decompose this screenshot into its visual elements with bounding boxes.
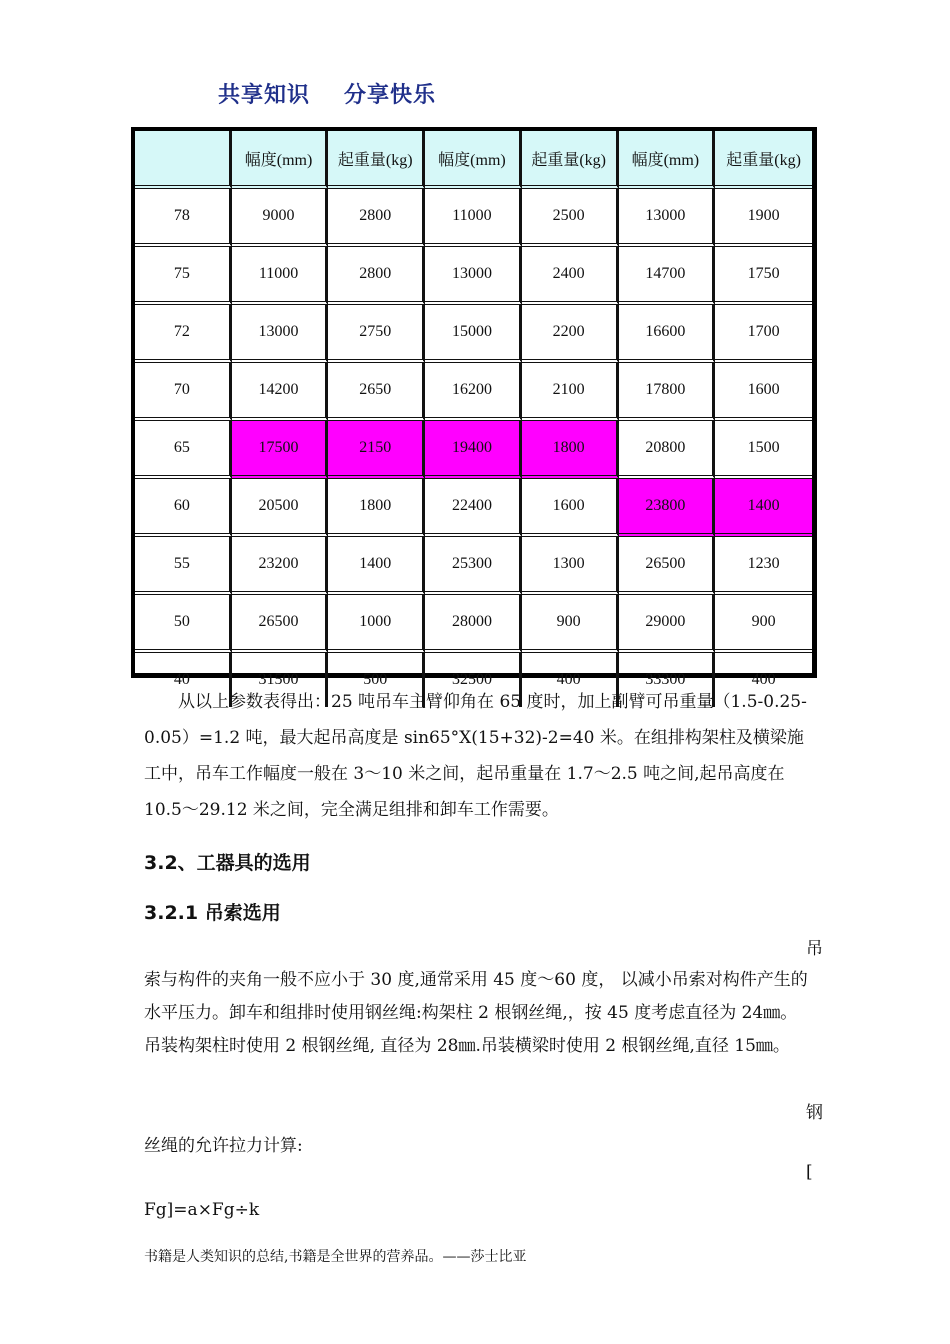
value-cell: 19400 — [425, 421, 522, 479]
value-cell: 2100 — [522, 363, 619, 421]
wrapped-char: 吊 — [806, 939, 823, 959]
header-cell: 幅度(mm) — [619, 131, 716, 189]
value-cell: 13000 — [619, 189, 716, 247]
value-cell: 32500 — [425, 653, 522, 707]
header-cell: 起重量(kg) — [715, 131, 812, 189]
value-cell: 2750 — [328, 305, 425, 363]
value-cell: 29000 — [619, 595, 716, 653]
table-row — [135, 305, 812, 363]
table-row — [135, 363, 812, 421]
value-cell: 33300 — [619, 653, 716, 707]
table-body — [135, 131, 812, 707]
value-cell: 1800 — [522, 421, 619, 479]
value-cell: 1000 — [328, 595, 425, 653]
value-cell: 14700 — [619, 247, 716, 305]
wrapped-char: 钢 — [806, 1103, 823, 1123]
value-cell: 1700 — [715, 305, 812, 363]
angle-cell: 78 — [135, 189, 232, 247]
value-cell: 26500 — [232, 595, 329, 653]
table-row — [135, 595, 812, 653]
value-cell: 22400 — [425, 479, 522, 537]
value-cell: 28000 — [425, 595, 522, 653]
value-cell: 17800 — [619, 363, 716, 421]
value-cell: 2800 — [328, 189, 425, 247]
value-cell: 1900 — [715, 189, 812, 247]
value-cell: 14200 — [232, 363, 329, 421]
value-cell: 1800 — [328, 479, 425, 537]
table-row — [135, 189, 812, 247]
value-cell: 1600 — [715, 363, 812, 421]
value-cell: 1500 — [715, 421, 812, 479]
value-cell: 900 — [715, 595, 812, 653]
value-cell: 20500 — [232, 479, 329, 537]
value-cell: 1600 — [522, 479, 619, 537]
value-cell: 16600 — [619, 305, 716, 363]
angle-cell: 60 — [135, 479, 232, 537]
angle-cell: 72 — [135, 305, 232, 363]
value-cell: 500 — [328, 653, 425, 707]
value-cell: 13000 — [425, 247, 522, 305]
subsection-heading: 3.2.1 吊索选用 — [144, 902, 281, 924]
parameter-table — [131, 127, 817, 688]
value-cell: 16200 — [425, 363, 522, 421]
value-cell: 23800 — [619, 479, 716, 537]
table-row — [135, 421, 812, 479]
value-cell: 1400 — [715, 479, 812, 537]
banner-right: 分享快乐 — [344, 83, 437, 108]
angle-cell: 75 — [135, 247, 232, 305]
value-cell: 400 — [522, 653, 619, 707]
value-cell: 17500 — [232, 421, 329, 479]
value-cell: 2650 — [328, 363, 425, 421]
value-cell: 25300 — [425, 537, 522, 595]
header-cell: 起重量(kg) — [522, 131, 619, 189]
value-cell: 13000 — [232, 305, 329, 363]
table-row — [135, 479, 812, 537]
header-cell — [135, 131, 232, 189]
value-cell: 1750 — [715, 247, 812, 305]
value-cell: 20800 — [619, 421, 716, 479]
header-cell: 起重量(kg) — [328, 131, 425, 189]
section-heading: 3.2、工器具的选用 — [144, 852, 311, 874]
value-cell: 23200 — [232, 537, 329, 595]
value-cell: 2400 — [522, 247, 619, 305]
paragraph-summary: 从以上参数表得出：25 吨吊车主臂仰角在 65 度时，加上副臂可吊重量（1.5-0.25-0.05）=1.2 吨，最大起吊高度是 sin65°X(15+32)-2=40 米。在组排构架柱及横梁施工中，吊车工作幅度一般在 3～10 米之间，起吊重量在 1.7～2.5 吨之间,起吊高度在 10.5～29.12 米之间，完全满足组排和卸车工作需要。 — [144, 692, 807, 820]
wrapped-char: [ — [806, 1162, 813, 1182]
header-cell: 幅度(mm) — [232, 131, 329, 189]
footer-quote: 书籍是人类知识的总结,书籍是全世界的营养品。——莎士比亚 — [144, 1249, 527, 1265]
value-cell: 2200 — [522, 305, 619, 363]
paragraph-wire-rope: 丝绳的允许拉力计算: — [144, 1136, 303, 1156]
angle-cell: 50 — [135, 595, 232, 653]
value-cell: 2800 — [328, 247, 425, 305]
value-cell: 9000 — [232, 189, 329, 247]
angle-cell: 40 — [135, 653, 232, 707]
table-row — [135, 537, 812, 595]
header-cell: 幅度(mm) — [425, 131, 522, 189]
value-cell: 400 — [751, 671, 776, 688]
value-cell: 11000 — [425, 189, 522, 247]
value-cell: 1230 — [715, 537, 812, 595]
header-banner — [218, 78, 436, 109]
table-header-row — [135, 131, 812, 189]
value-cell: 11000 — [232, 247, 329, 305]
value-cell: 2150 — [328, 421, 425, 479]
value-cell: 900 — [522, 595, 619, 653]
table-row — [135, 247, 812, 305]
value-cell: 31500 — [232, 653, 329, 707]
formula: Fg]=a×Fg÷k — [144, 1200, 260, 1220]
value-cell: 1400 — [328, 537, 425, 595]
banner-left: 共享知识 — [218, 83, 311, 108]
value-cell: 2500 — [522, 189, 619, 247]
angle-cell: 70 — [135, 363, 232, 421]
paragraph-sling: 索与构件的夹角一般不应小于 30 度,通常采用 45 度～60 度， 以减小吊索对构件产生的水平压力。卸车和组排时使用钢丝绳:构架柱 2 根钢丝绳,，按 45 度考虑直径为 24㎜。吊装构架柱时使用 2 根钢丝绳, 直径为 28㎜.吊装横梁时使用 2 根钢丝绳,直径 15㎜。 — [144, 970, 808, 1056]
angle-cell: 65 — [135, 421, 232, 479]
value-cell: 15000 — [425, 305, 522, 363]
value-cell: 1300 — [522, 537, 619, 595]
value-cell: 26500 — [619, 537, 716, 595]
angle-cell: 55 — [135, 537, 232, 595]
